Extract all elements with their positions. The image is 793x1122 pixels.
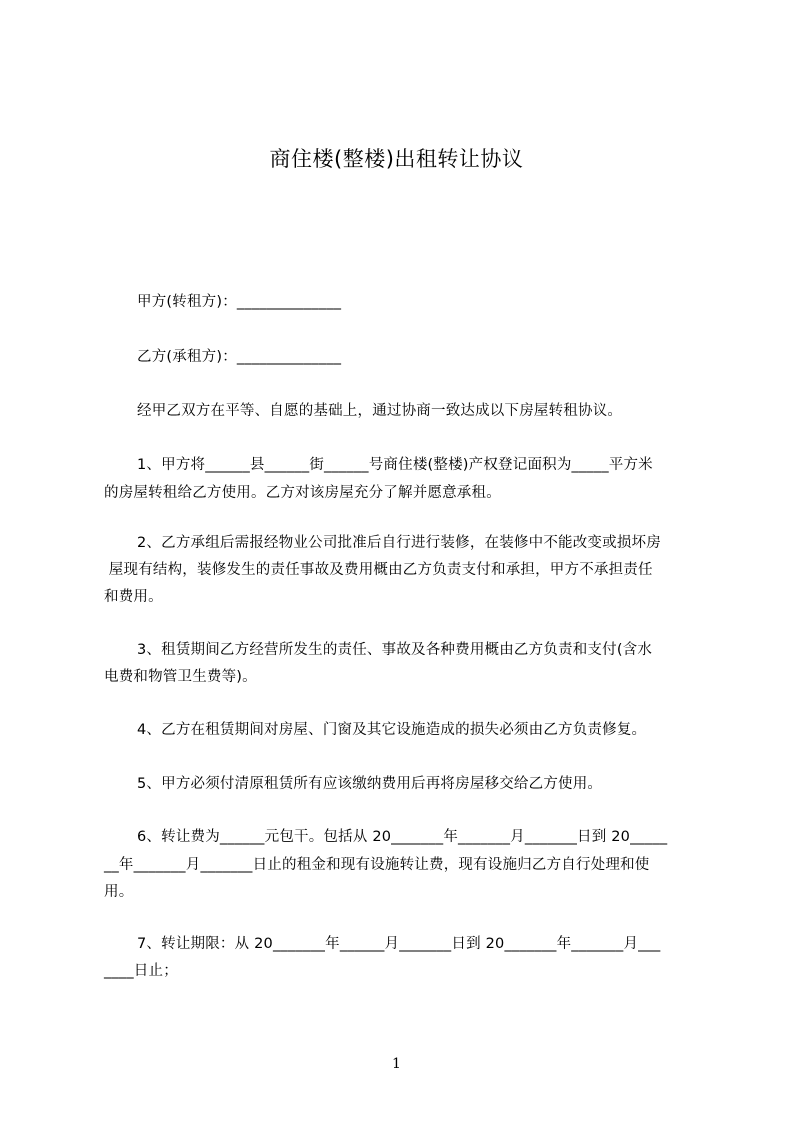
clause-7-line-2: ____日止； — [104, 963, 178, 979]
clause-3-line-2: 电费和物管卫生费等)。 — [104, 669, 257, 685]
page-number: 1 — [392, 1056, 401, 1072]
clause-2-line-2: 屋现有结构，装修发生的责任事故及费用概由乙方负责支付和承担，甲方不承担责任 — [104, 562, 653, 578]
party-a-line: 甲方(转租方)：______________ — [137, 294, 342, 310]
clause-6-line-3: 用。 — [104, 884, 134, 900]
party-b-line: 乙方(承租方)：______________ — [137, 349, 342, 365]
clause-3-line-1: 3、租赁期间乙方经营所发生的责任、事故及各种费用概由乙方负责和支付(含水 — [137, 642, 653, 658]
clause-2-line-1: 2、乙方承组后需报经物业公司批准后自行进行装修，在装修中不能改变或损坏房 — [137, 535, 661, 551]
clause-4: 4、乙方在租赁期间对房屋、门窗及其它设施造成的损失必须由乙方负责修复。 — [137, 722, 647, 738]
clause-6-line-2: __年_______月_______日止的租金和现有设施转让费，现有设施归乙方自行处理和使 — [104, 857, 650, 873]
clause-1-line-2: 的房屋转租给乙方使用。乙方对该房屋充分了解并愿意承租。 — [104, 485, 501, 501]
clause-1-line-1: 1、甲方将______县______街______号商住楼(整楼)产权登记面积为_____平方米 — [137, 457, 653, 473]
clause-2-line-3: 和费用。 — [104, 589, 163, 605]
clause-5: 5、甲方必须付清原租赁所有应该缴纳费用后再将房屋移交给乙方使用。 — [137, 776, 603, 792]
document-title: 商住楼(整楼)出租转让协议 — [269, 147, 524, 171]
clause-7-line-1: 7、转让期限：从 20_______年______月_______日到 20_______年_______月___ — [137, 936, 661, 952]
clause-6-line-1: 6、转让费为______元包干。包括从 20_______年_______月_______日到 20_____ — [137, 829, 668, 845]
intro-paragraph: 经甲乙双方在平等、自愿的基础上，通过协商一致达成以下房屋转租协议。 — [137, 403, 623, 419]
